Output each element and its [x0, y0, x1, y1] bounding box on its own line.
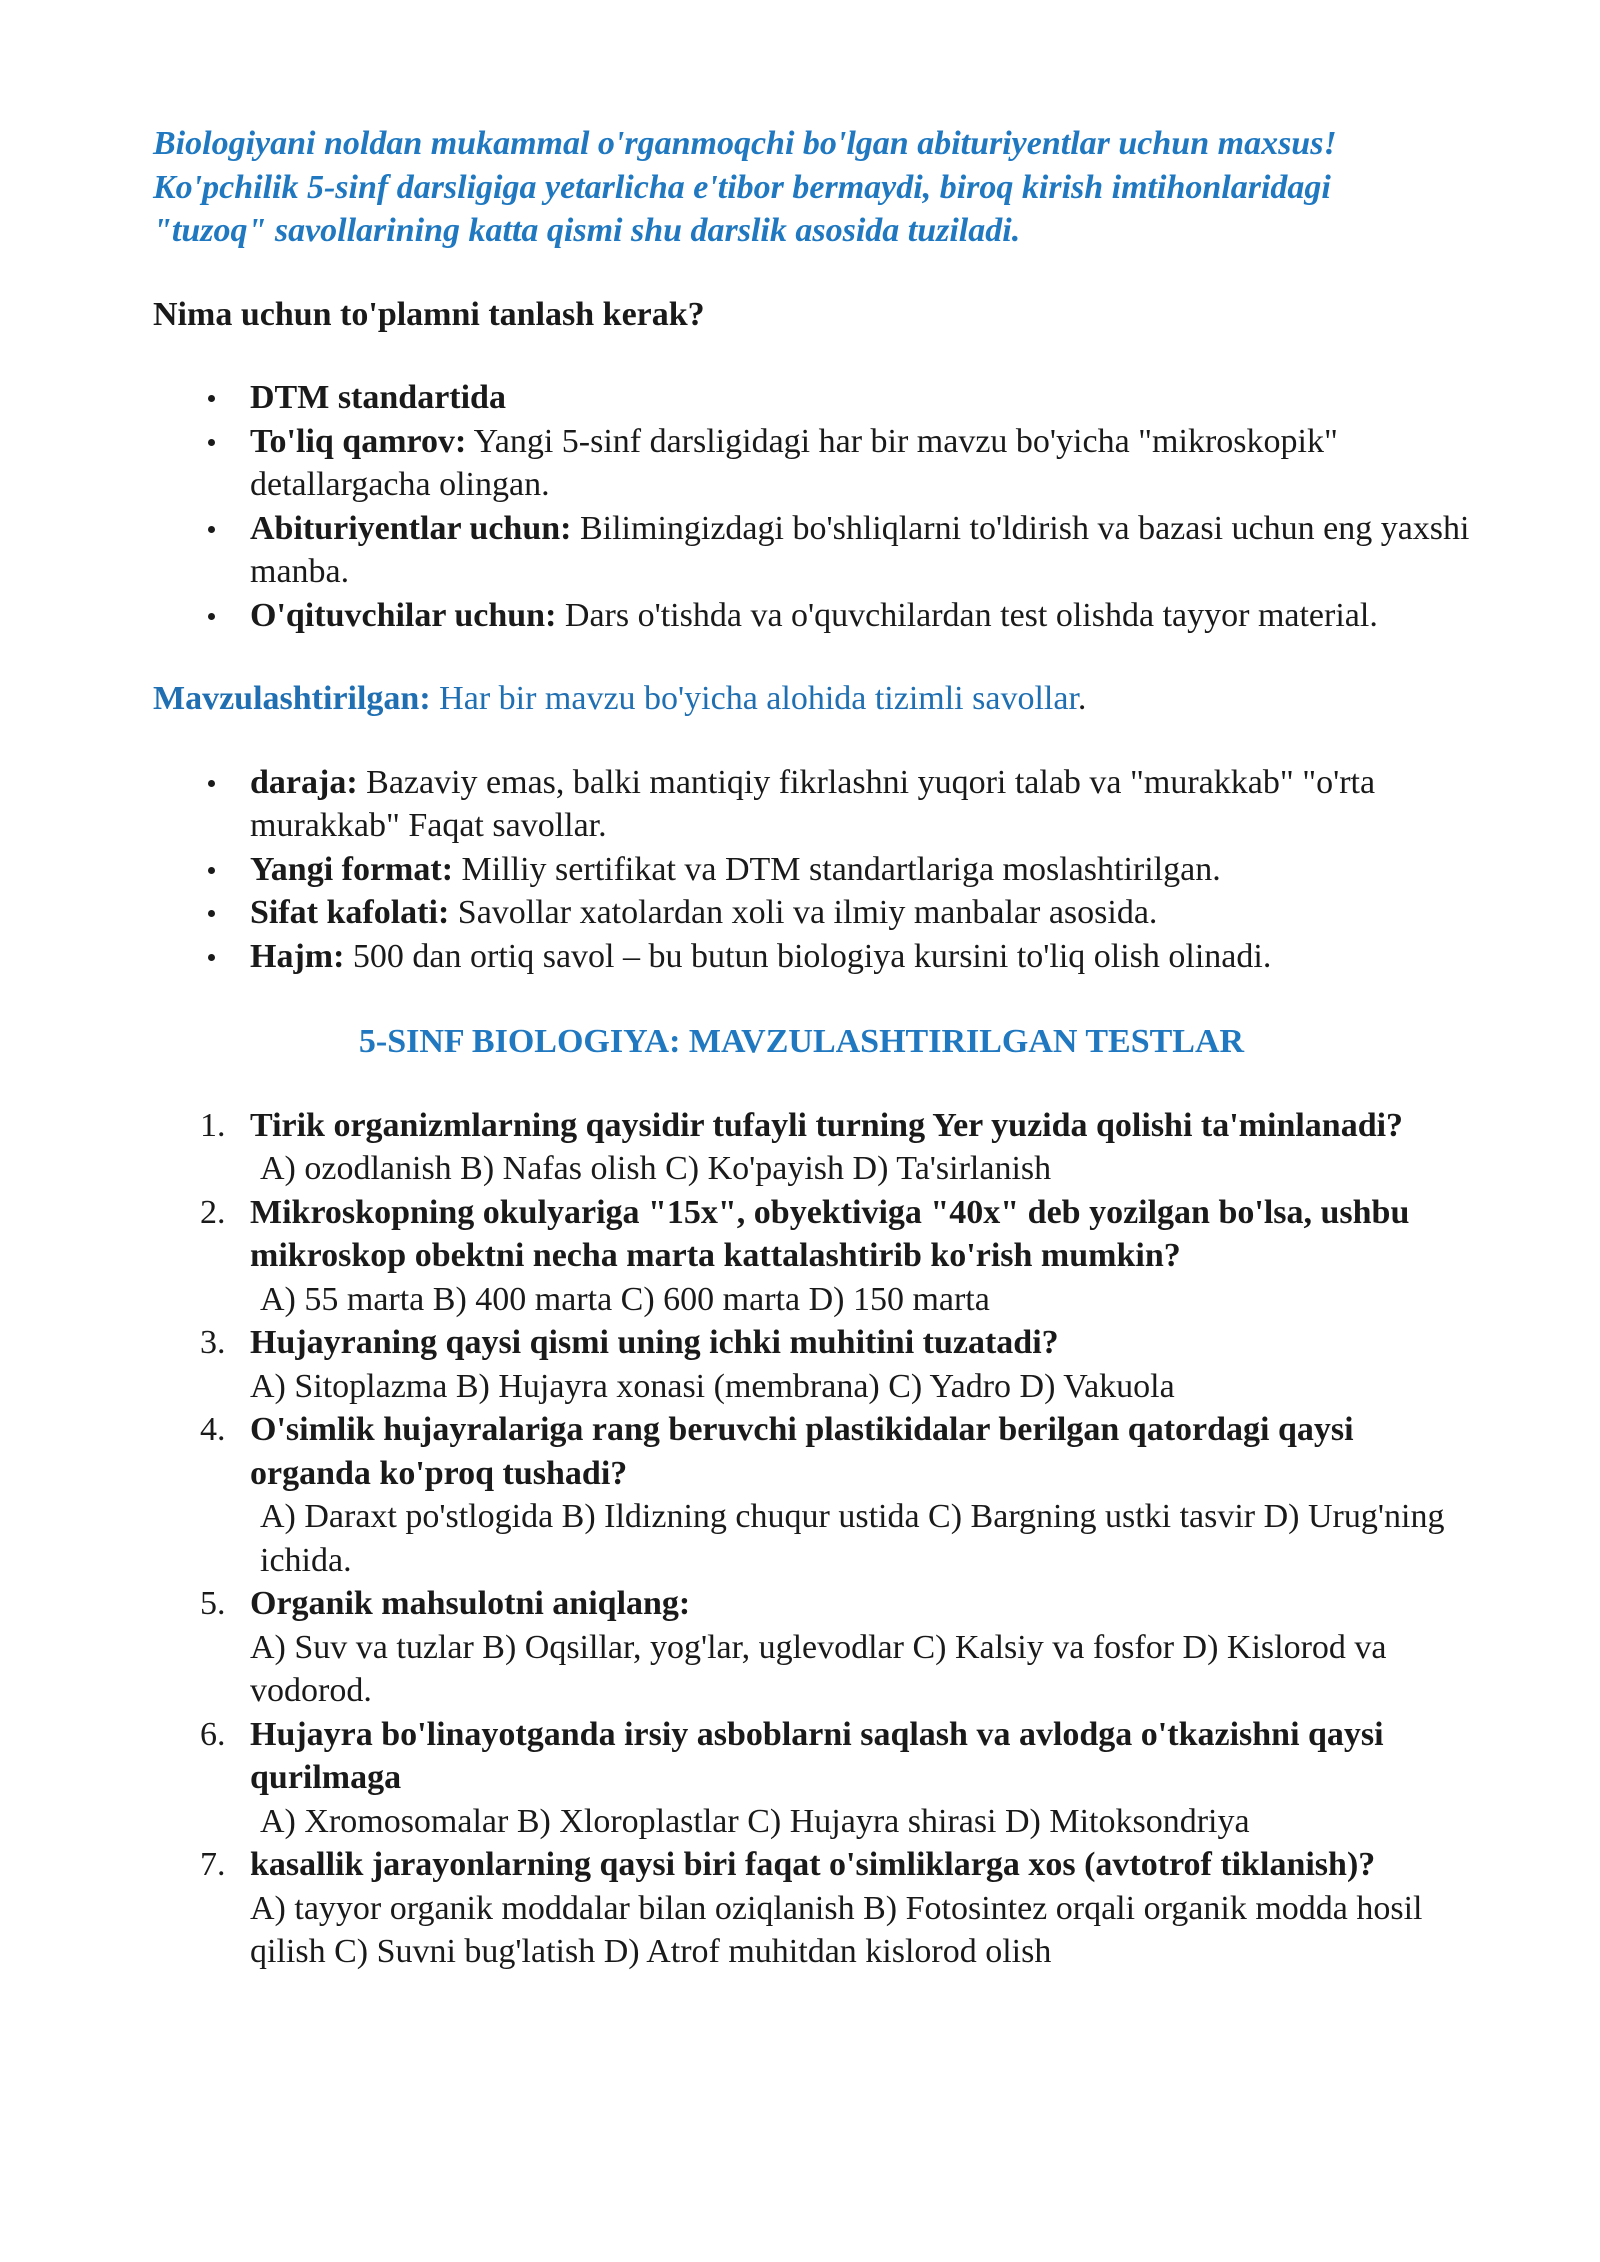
answer-options: A) Xromosomalar B) Xloroplastlar C) Hujayra shirasi D) Mitoksondriya: [260, 1802, 1250, 1840]
question-item: [200, 1104, 1470, 1191]
feature-text: Dars o'tishda va o'quvchilardan test olishda tayyor material.: [556, 596, 1378, 634]
question-number: 3.: [200, 1324, 226, 1361]
answer-options: A) Sitoplazma B) Hujayra xonasi (membrana) C) Yadro D) Vakuola: [250, 1367, 1175, 1405]
question-item: [200, 1843, 1470, 1974]
answer-options: A) Daraxt po'stlogida B) Ildizning chuqur ustida C) Bargning ustki tasvir D) Urug'ning ichida.: [260, 1498, 1445, 1579]
feature-text: Bilimingizdagi bo'shliqlarni to'ldirish va bazasi uchun eng yaxshi manba.: [250, 509, 1470, 590]
feature-label: Yangi format:: [250, 850, 454, 888]
intro-line: Biologiyani noldan mukammal o'rganmoqchi bo'lgan abituriyentlar uchun maxsus!: [153, 125, 1337, 162]
topic-period: .: [1077, 680, 1087, 717]
question-item: [200, 1191, 1470, 1322]
question-item: [200, 1713, 1470, 1844]
question-number: 7.: [200, 1846, 226, 1883]
feature-label: Abituriyentlar uchun:: [250, 509, 572, 547]
question-item: [200, 1408, 1470, 1582]
answer-options: A) ozodlanish B) Nafas olish C) Ko'payish D) Ta'sirlanish: [260, 1150, 1052, 1187]
question-number: 4.: [200, 1411, 226, 1448]
feature-label: To'liq qamrov:: [250, 422, 467, 460]
question-text: Tirik organizmlarning qaysidir tufayli turning Yer yuzida qolishi ta'minlanadi?: [250, 1106, 1404, 1144]
topic-label: Mavzulashtirilgan:: [153, 680, 431, 717]
questions-list: [153, 1104, 1470, 1974]
features-list-2: [153, 761, 1470, 979]
question-item: [200, 1582, 1470, 1713]
question-text: Hujayra bo'linayotganda irsiy asboblarni saqlash va avlodga o'tkazishni qaysi qurilmaga: [250, 1715, 1384, 1796]
feature-label: daraja:: [250, 763, 358, 801]
feature-text: Milliy sertifikat va DTM standartlariga moslashtirilgan.: [453, 850, 1221, 888]
question-text: kasallik jarayonlarning qaysi biri faqat o'simliklarga xos (avtotrof tiklanish)?: [250, 1846, 1376, 1883]
feature-label: Sifat kafolati:: [250, 894, 450, 931]
section-title: 5-SINF BIOLOGIYA: MAVZULASHTIRILGAN TESTLAR: [358, 1023, 1245, 1060]
list-item: [250, 507, 1470, 594]
question-item: [200, 1321, 1470, 1408]
question-text: Organik mahsulotni aniqlang:: [250, 1585, 691, 1622]
answer-options: A) 55 marta B) 400 marta C) 600 marta D) 150 marta: [260, 1280, 990, 1318]
question-number: 6.: [200, 1715, 226, 1753]
answer-options: A) Suv va tuzlar B) Oqsillar, yog'lar, uglevodlar C) Kalsiy va fosfor D) Kislorod va vodorod.: [250, 1628, 1387, 1709]
list-item: [250, 935, 1470, 979]
question-number: 5.: [200, 1585, 226, 1622]
list-item: [250, 420, 1470, 507]
answer-options: A) tayyor organik moddalar bilan oziqlanish B) Fotosintez orqali organik modda hosil qilish C) Suvni bug'latish D) Atrof muhitdan kislorod olish: [250, 1889, 1423, 1970]
list-item: [250, 761, 1470, 848]
feature-text: Savollar xatolardan xoli va ilmiy manbalar asosida.: [449, 894, 1158, 931]
features-list: [153, 376, 1470, 637]
feature-text: Yangi 5-sinf darsligidagi har bir mavzu bo'yicha "mikroskopik" detallargacha olingan.: [250, 422, 1338, 503]
topic-line: [153, 677, 1470, 721]
list-item: [250, 376, 1470, 420]
list-item: [250, 848, 1470, 892]
question-text: Mikroskopning okulyariga "15x", obyektiviga "40x" deb yozilgan bo'lsa, ushbu mikroskop obektni necha marta kattalashtirib ko'rish mumkin?: [250, 1193, 1410, 1274]
feature-text: 500 dan ortiq savol – bu butun biologiya kursini to'liq olish olinadi.: [344, 937, 1272, 975]
question-text: Hujayraning qaysi qismi uning ichki muhitini tuzatadi?: [250, 1324, 1059, 1361]
list-item: [250, 594, 1470, 638]
why-heading: Nima uchun to'plamni tanlash kerak?: [153, 295, 705, 333]
feature-label: DTM standartida: [250, 379, 506, 416]
question-number: 2.: [200, 1193, 226, 1231]
feature-label: Hajm:: [250, 937, 345, 975]
question-text: O'simlik hujayralariga rang beruvchi plastikidalar berilgan qatordagi qaysi organda ko'proq tushadi?: [250, 1411, 1354, 1492]
question-number: 1.: [200, 1106, 226, 1144]
list-item: [250, 891, 1470, 935]
intro-line: Ko'pchilik 5-sinf darsligiga yetarlicha e'tibor bermaydi, biroq kirish imtihonlaridagi: [153, 168, 1331, 206]
feature-text: Bazaviy emas, balki mantiqiy fikrlashni yuqori talab va "murakkab" "o'rta murakkab" Faqat savollar.: [250, 763, 1376, 844]
intro-line: "tuzoq" savollarining katta qismi shu darslik asosida tuziladi.: [153, 212, 1021, 249]
feature-label: O'qituvchilar uchun:: [250, 596, 557, 634]
topic-text: Har bir mavzu bo'yicha alohida tizimli savollar: [430, 680, 1078, 717]
intro-paragraph: [153, 122, 1470, 253]
